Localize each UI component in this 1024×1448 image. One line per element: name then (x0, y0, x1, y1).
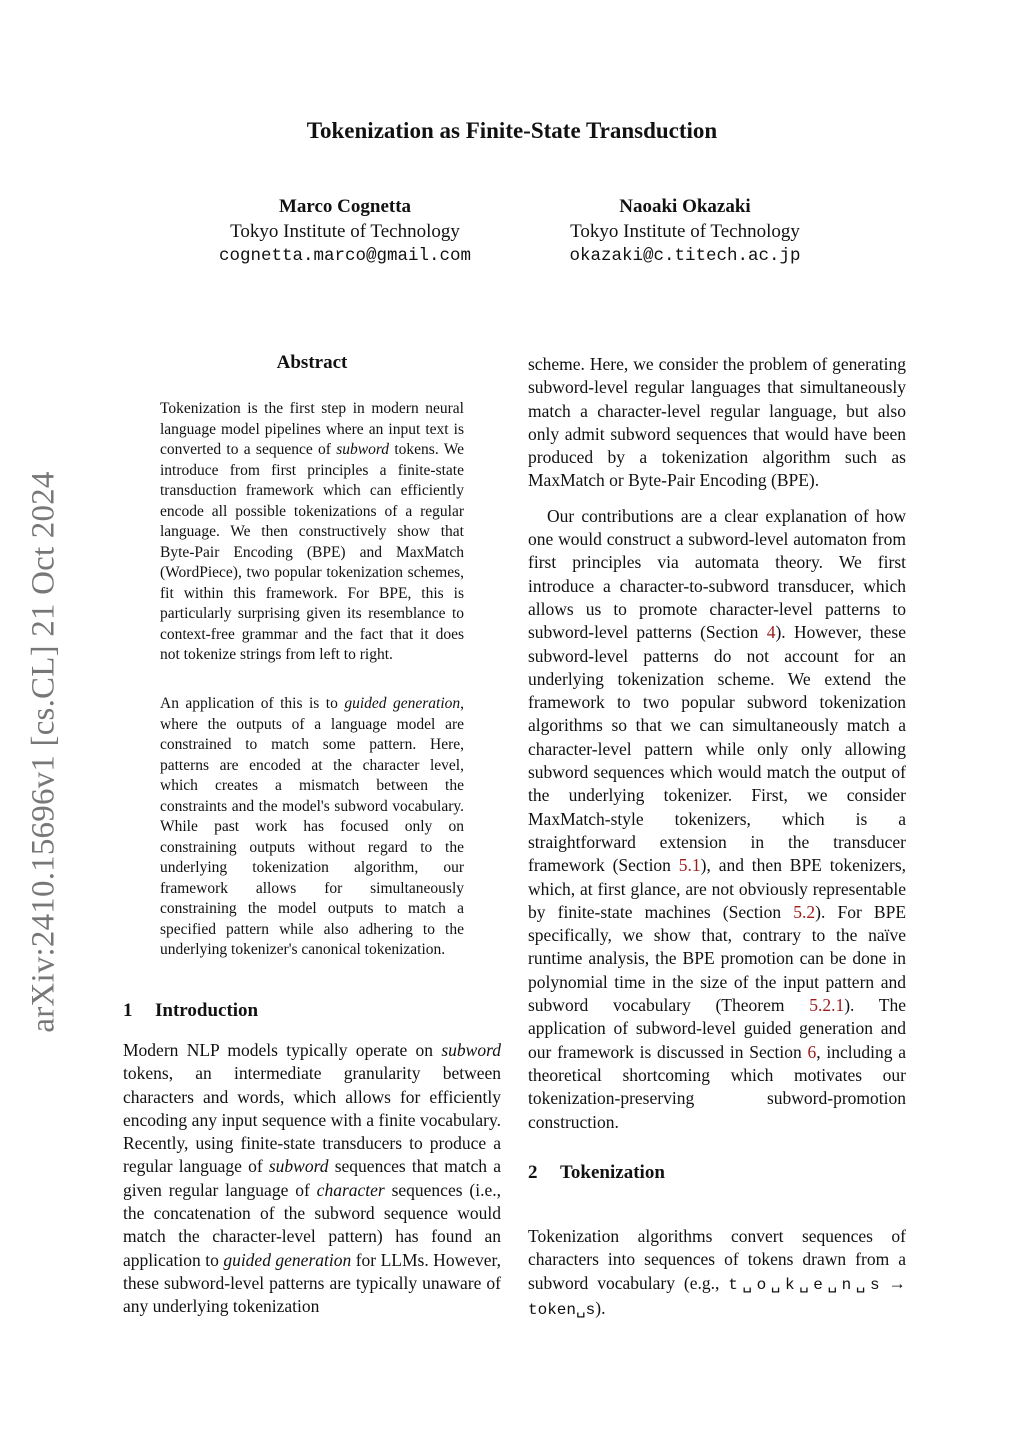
text-run: ). However, these subword-level patterns do not account for an underlying tokenization scheme. We extend the framework to two popular subword tokenization algorithms so that we can simultaneously match a character-level pattern while only only allowing subword sequences which would match the output of the underlying tokenizer. First, we consider MaxMatch-style tokenizers, which is a straightforward extension in the transducer framework (Section (528, 622, 907, 876)
abstract-paragraph-1 (160, 399, 464, 666)
section-number: 1 (123, 1000, 133, 1021)
author-email[interactable]: okazaki@c.titech.ac.jp (569, 246, 801, 266)
emphasis: subword (441, 1040, 501, 1060)
section-title: Introduction (155, 1000, 259, 1021)
example-output: token␣s (528, 1300, 596, 1319)
author-name: Marco Cognetta (278, 196, 412, 217)
section-heading-tokenization (528, 1162, 665, 1184)
arxiv-identifier: arXiv:2410.15696v1 [cs.CL] 21 Oct 2024 (25, 471, 62, 1033)
arrow-symbol: → (888, 1272, 907, 1293)
paper-title: Tokenization as Finite-State Transduction (306, 118, 718, 143)
text-run: , where the outputs of a language model are constrained to match some pattern. Here, patterns are encoded at the character level, which creates a mismatch between the constraints and the model's subword vocabulary. While past work has focused only on constraining outputs without regard to the underlying tokenization algorithm, our framework allows for simultaneously constraining the model outputs to match a specified pattern while also adhering to the underlying tokenizer's canonical tokenization. (160, 695, 464, 958)
text-run: ). (595, 1297, 606, 1318)
emphasis: subword (336, 441, 390, 458)
text-run: Tokenization is the first step in modern neural language model pipelines where an input text is converted to a sequence of (160, 400, 464, 458)
author-email[interactable]: cognetta.marco@gmail.com (218, 246, 472, 266)
contributions-paragraph (528, 505, 906, 1134)
tokenization-paragraph (528, 1225, 906, 1322)
text-run: for LLMs. However, these subword-level patterns are typically unaware of any underlying tokenization (123, 1249, 501, 1317)
text-run: ). For BPE specifically, we show that, contrary to the naïve runtime analysis, the BPE promotion can be done in polynomial time in the size of the input pattern and subword vocabulary (Theorem (528, 901, 907, 1016)
author-name: Naoaki Okazaki (619, 196, 751, 217)
abstract-paragraph-2 (160, 694, 464, 961)
section-title: Tokenization (560, 1162, 665, 1183)
text-run: , including a theoretical shortcoming which motivates our tokenization-preserving subword-promotion construction. (528, 1041, 906, 1132)
emphasis: subword (268, 1156, 329, 1177)
text-run: Tokenization algorithms convert sequences of characters into sequences of tokens drawn from a subword vocabulary (e.g., (528, 1226, 906, 1293)
theorem-link[interactable]: 5.2.1 (809, 995, 845, 1016)
text-run: Our contributions are a clear explanation of how one would construct a subword-level automaton from first principles via automata theory. We first introduce a character-to-subword transducer, which allows us to promote character-level patterns to subword-level patterns (Section (528, 505, 906, 643)
text-run: ), and then BPE tokenizers, which, at first glance, are not obviously representable by finite-state machines (Section (528, 855, 907, 922)
section-link[interactable]: 5.1 (678, 855, 701, 876)
emphasis: guided generation (344, 695, 461, 712)
introduction-left-column (123, 1039, 501, 1319)
author-affiliation: Tokyo Institute of Technology (230, 221, 460, 242)
example-input: t␣o␣k␣e␣n␣s (728, 1275, 880, 1294)
section-number: 2 (528, 1162, 538, 1183)
emphasis: character (316, 1179, 385, 1200)
section-link[interactable]: 6 (807, 1041, 817, 1062)
author-block-2 (505, 194, 865, 269)
text-run: sequences (i.e., the concatenation of the subword sequence would match the character-level pattern) has found an application to (123, 1179, 501, 1270)
text-run: Modern NLP models typically operate on (123, 1040, 442, 1060)
introduction-right-column (528, 353, 906, 1134)
abstract-heading: Abstract (276, 352, 348, 373)
section-link[interactable]: 4 (766, 622, 776, 643)
text-run: ). The application of subword-level guided generation and our framework is discussed in Section (528, 995, 907, 1062)
text-run: tokens, an intermediate granularity between characters and words, which allows for efficiently encoding any input sequence with a finite vocabulary. Recently, using finite-state transducers to produce a regular language of (123, 1063, 501, 1177)
text-run: An application of this is to (160, 695, 345, 712)
author-affiliation: Tokyo Institute of Technology (570, 221, 800, 242)
text-run: tokens. We introduce from first principles a finite-state transduction framework which can efficiently encode all possible tokenizations of a regular language. We then constructively show that Byte-Pair Encoding (BPE) and MaxMatch (WordPiece), two popular tokenization schemes, fit within this framework. For BPE, this is particularly surprising given its resemblance to context-free grammar and the fact that it does not tokenize strings from left to right. (160, 441, 464, 663)
author-block-1 (165, 194, 525, 269)
text-run: sequences that match a given regular language of (123, 1156, 501, 1200)
intro-continuation: scheme. Here, we consider the problem of generating subword-level regular languages that simultaneously match a character-level regular language, but also only admit subword sequences that would have been produced by a tokenization algorithm such as MaxMatch or Byte-Pair Encoding (BPE). (528, 354, 906, 491)
emphasis: guided generation (223, 1249, 352, 1270)
section-link[interactable]: 5.2 (793, 901, 816, 922)
section-heading-introduction (123, 1000, 258, 1022)
